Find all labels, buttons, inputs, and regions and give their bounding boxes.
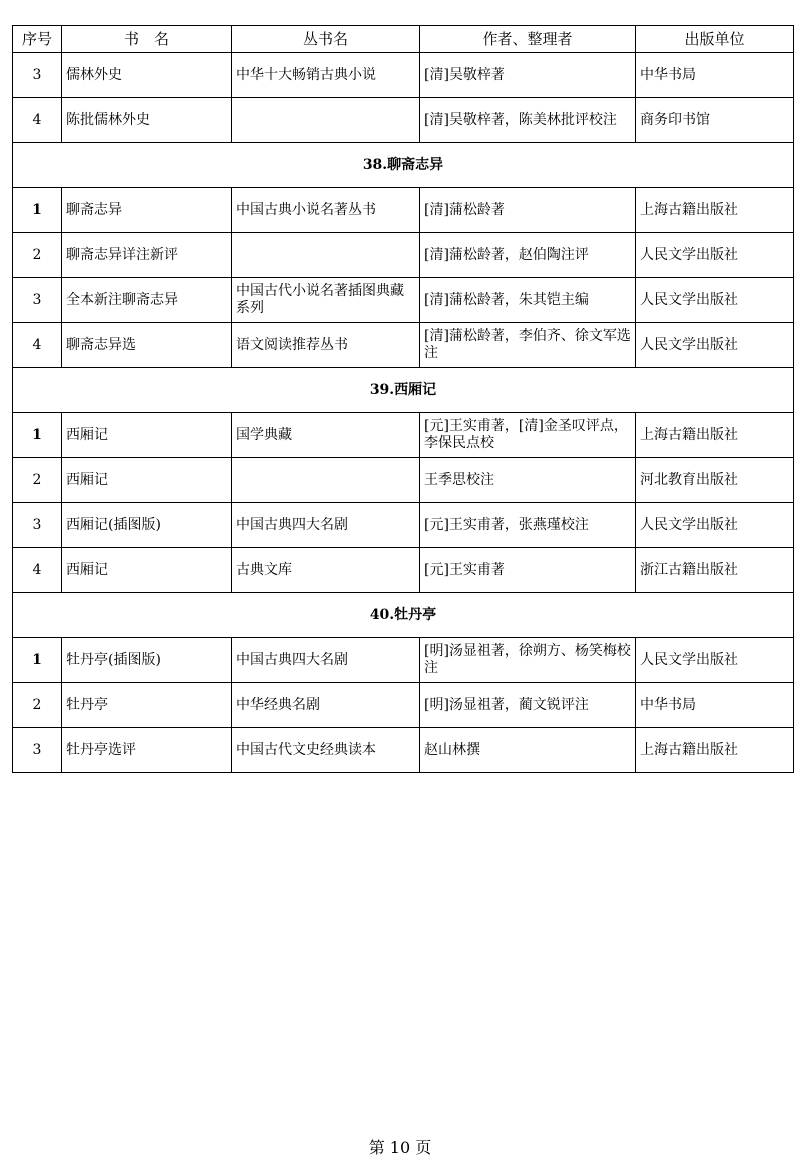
header-author: 作者、整理者 bbox=[420, 26, 636, 53]
publisher-cell: 上海古籍出版社 bbox=[636, 188, 794, 233]
publisher-cell: 人民文学出版社 bbox=[636, 278, 794, 323]
section-header-row bbox=[13, 368, 794, 413]
series-name-cell: 国学典藏 bbox=[232, 413, 420, 458]
row-number-cell: 2 bbox=[13, 683, 62, 728]
publisher-cell: 上海古籍出版社 bbox=[636, 413, 794, 458]
table-row bbox=[13, 53, 794, 98]
series-name-cell: 古典文库 bbox=[232, 548, 420, 593]
book-title-cell: 全本新注聊斋志异 bbox=[62, 278, 232, 323]
table-row bbox=[13, 458, 794, 503]
table-row bbox=[13, 413, 794, 458]
series-name-cell: 语文阅读推荐丛书 bbox=[232, 323, 420, 368]
book-title-cell: 牡丹亭选评 bbox=[62, 728, 232, 773]
series-name-cell: 中华经典名剧 bbox=[232, 683, 420, 728]
author-cell: [元]王实甫著 bbox=[420, 548, 636, 593]
row-number-cell: 4 bbox=[13, 323, 62, 368]
section-header-row bbox=[13, 593, 794, 638]
publisher-cell: 人民文学出版社 bbox=[636, 503, 794, 548]
table-header-row bbox=[13, 26, 794, 53]
series-name-cell bbox=[232, 98, 420, 143]
book-title-cell: 陈批儒林外史 bbox=[62, 98, 232, 143]
header-publisher: 出版单位 bbox=[636, 26, 794, 53]
series-name-cell: 中国古典四大名剧 bbox=[232, 638, 420, 683]
section-title: 38.聊斋志异 bbox=[13, 143, 794, 188]
section-title: 39.西厢记 bbox=[13, 368, 794, 413]
series-name-cell: 中国古典小说名著丛书 bbox=[232, 188, 420, 233]
publisher-cell: 人民文学出版社 bbox=[636, 638, 794, 683]
table-row bbox=[13, 98, 794, 143]
row-number-cell: 2 bbox=[13, 233, 62, 278]
row-number-cell: 1 bbox=[13, 413, 62, 458]
book-title-cell: 聊斋志异选 bbox=[62, 323, 232, 368]
author-cell: 王季思校注 bbox=[420, 458, 636, 503]
author-cell: [明]汤显祖著，蔺文锐评注 bbox=[420, 683, 636, 728]
book-title-cell: 聊斋志异详注新评 bbox=[62, 233, 232, 278]
section-title: 40.牡丹亭 bbox=[13, 593, 794, 638]
row-number-cell: 3 bbox=[13, 278, 62, 323]
series-name-cell: 中华十大畅销古典小说 bbox=[232, 53, 420, 98]
series-name-cell bbox=[232, 233, 420, 278]
header-number: 序号 bbox=[13, 26, 62, 53]
table-row bbox=[13, 548, 794, 593]
book-title-cell: 儒林外史 bbox=[62, 53, 232, 98]
author-cell: [清]蒲松龄著，赵伯陶注评 bbox=[420, 233, 636, 278]
book-title-cell: 聊斋志异 bbox=[62, 188, 232, 233]
book-list-table bbox=[12, 25, 794, 773]
book-title-cell: 西厢记 bbox=[62, 413, 232, 458]
author-cell: [元]王实甫著，[清]金圣叹评点，李保民点校 bbox=[420, 413, 636, 458]
publisher-cell: 中华书局 bbox=[636, 683, 794, 728]
table-row bbox=[13, 638, 794, 683]
book-title-cell: 西厢记(插图版) bbox=[62, 503, 232, 548]
row-number-cell: 4 bbox=[13, 98, 62, 143]
table-row bbox=[13, 728, 794, 773]
table-row bbox=[13, 188, 794, 233]
page-number: 第 10 页 bbox=[368, 1138, 432, 1157]
book-title-cell: 西厢记 bbox=[62, 458, 232, 503]
table-row bbox=[13, 323, 794, 368]
series-name-cell: 中国古典四大名剧 bbox=[232, 503, 420, 548]
book-title-cell: 牡丹亭 bbox=[62, 683, 232, 728]
section-header-row bbox=[13, 143, 794, 188]
author-cell: [明]汤显祖著，徐朔方、杨笑梅校注 bbox=[420, 638, 636, 683]
publisher-cell: 商务印书馆 bbox=[636, 98, 794, 143]
publisher-cell: 河北教育出版社 bbox=[636, 458, 794, 503]
author-cell: [元]王实甫著，张燕瑾校注 bbox=[420, 503, 636, 548]
author-cell: [清]蒲松龄著，朱其铠主编 bbox=[420, 278, 636, 323]
row-number-cell: 1 bbox=[13, 188, 62, 233]
publisher-cell: 中华书局 bbox=[636, 53, 794, 98]
author-cell: [清]蒲松龄著，李伯齐、徐文军选注 bbox=[420, 323, 636, 368]
row-number-cell: 1 bbox=[13, 638, 62, 683]
row-number-cell: 3 bbox=[13, 53, 62, 98]
table-row bbox=[13, 278, 794, 323]
row-number-cell: 3 bbox=[13, 728, 62, 773]
header-title: 书 名 bbox=[62, 26, 232, 53]
publisher-cell: 人民文学出版社 bbox=[636, 233, 794, 278]
author-cell: 赵山林撰 bbox=[420, 728, 636, 773]
author-cell: [清]蒲松龄著 bbox=[420, 188, 636, 233]
book-title-cell: 西厢记 bbox=[62, 548, 232, 593]
author-cell: [清]吴敬梓著，陈美林批评校注 bbox=[420, 98, 636, 143]
book-title-cell: 牡丹亭(插图版) bbox=[62, 638, 232, 683]
row-number-cell: 4 bbox=[13, 548, 62, 593]
row-number-cell: 2 bbox=[13, 458, 62, 503]
table-body bbox=[13, 53, 794, 773]
publisher-cell: 上海古籍出版社 bbox=[636, 728, 794, 773]
series-name-cell bbox=[232, 458, 420, 503]
publisher-cell: 浙江古籍出版社 bbox=[636, 548, 794, 593]
row-number-cell: 3 bbox=[13, 503, 62, 548]
series-name-cell: 中国古代文史经典读本 bbox=[232, 728, 420, 773]
header-series: 丛书名 bbox=[232, 26, 420, 53]
publisher-cell: 人民文学出版社 bbox=[636, 323, 794, 368]
table-row bbox=[13, 503, 794, 548]
table-row bbox=[13, 683, 794, 728]
series-name-cell: 中国古代小说名著插图典藏系列 bbox=[232, 278, 420, 323]
table-row bbox=[13, 233, 794, 278]
author-cell: [清]吴敬梓著 bbox=[420, 53, 636, 98]
